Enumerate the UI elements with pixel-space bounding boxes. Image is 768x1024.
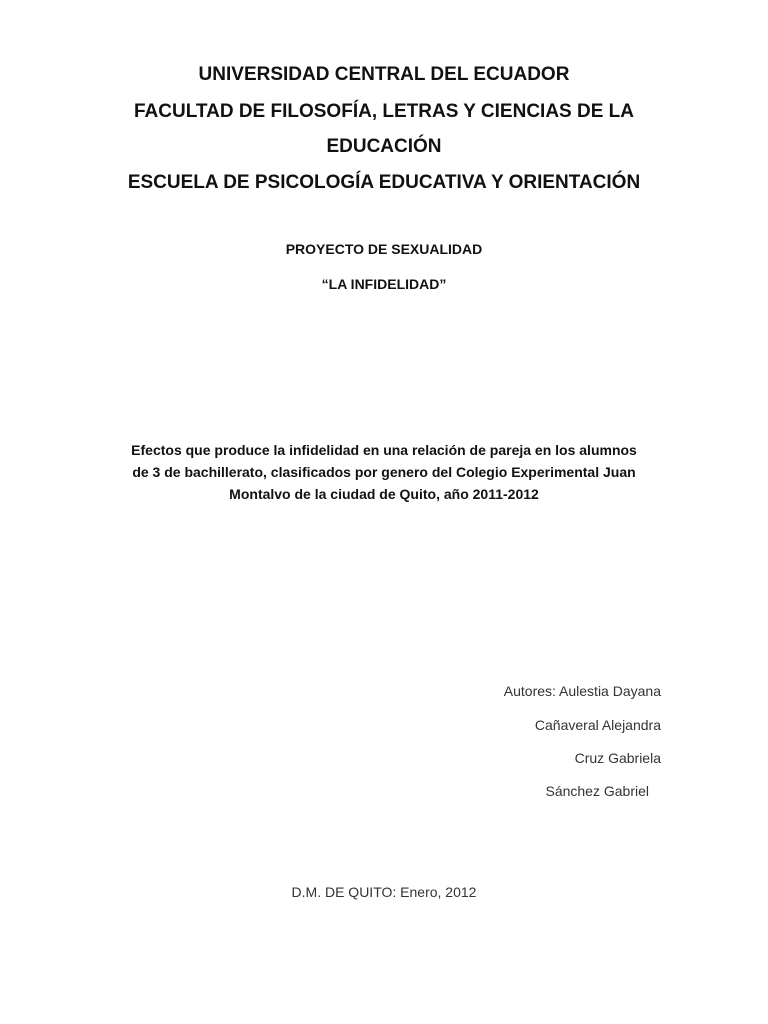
school-name: ESCUELA DE PSICOLOGÍA EDUCATIVA Y ORIENTACIÓN [127, 172, 641, 193]
project-title: “LA INFIDELIDAD” [321, 276, 447, 292]
thesis-title [108, 439, 660, 505]
authors-line1: Autores: Aulestia Dayana [503, 683, 661, 699]
authors-line3: Cruz Gabriela [574, 750, 661, 766]
authors-line2: Cañaveral Alejandra [534, 717, 661, 733]
thesis-title-line3: Montalvo de la ciudad de Quito, año 2011-2012 [229, 486, 539, 502]
authors-line4: Sánchez Gabriel [545, 783, 649, 799]
faculty-name-line2: EDUCACIÓN [326, 136, 442, 157]
university-name: UNIVERSIDAD CENTRAL DEL ECUADOR [198, 64, 570, 85]
thesis-title-line1: Efectos que produce la infidelidad en una relación de pareja en los alumnos [131, 442, 637, 458]
project-type: PROYECTO DE SEXUALIDAD [285, 241, 483, 257]
date-line: D.M. DE QUITO: Enero, 2012 [291, 884, 477, 900]
faculty-name-line1: FACULTAD DE FILOSOFÍA, LETRAS Y CIENCIAS DE LA [133, 101, 634, 122]
thesis-title-line2: de 3 de bachillerato, clasificados por genero del Colegio Experimental Juan [132, 464, 636, 480]
